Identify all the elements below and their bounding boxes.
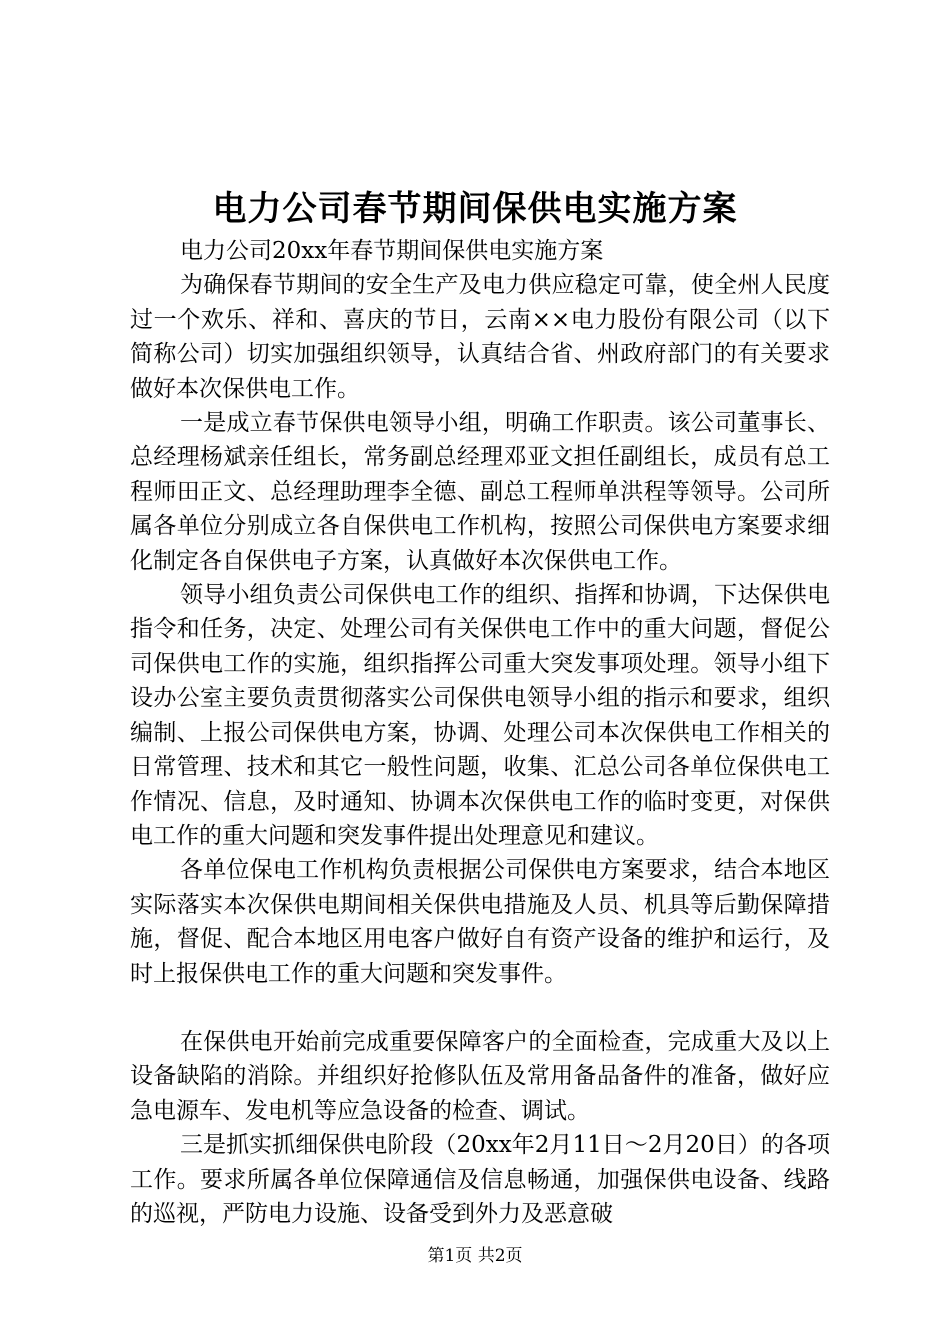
paragraph-unit-duties: 各单位保电工作机构负责根据公司保供电方案要求，结合本地区实际落实本次保供电期间相关保供电措施及人员、机具等后勤保障措施，督促、配合本地区用电客户做好自有资产设备的维护和运行，及时上报保供电工作的重大问题和突发事件。 [130,857,830,987]
paragraph-leadership-group: 一是成立春节保供电领导小组，明确工作职责。该公司董事长、总经理杨斌亲任组长，常务副总经理邓亚文担任副组长，成员有总工程师田正文、总经理助理李全德、副总工程师单洪程等领导。公司所属各单位分别成立各自保供电工作机构，按照公司保供电方案要求细化制定各自保供电子方案，认真做好本次保供电工作。 [130,410,830,574]
page-title: 电力公司春节期间保供电实施方案 [212,189,738,229]
paragraph-group-duties: 领导小组负责公司保供电工作的组织、指挥和协调，下达保供电指令和任务，决定、处理公司有关保供电工作中的重大问题，督促公司保供电工作的实施，组织指挥公司重大突发事项处理。领导小组下设办公室主要负责贯彻落实公司保供电领导小组的指示和要求，组织编制、上报公司保供电方案，协调、处理公司本次保供电工作相关的日常管理、技术和其它一般性问题，收集、汇总公司各单位保供电工作情况、信息，及时通知、协调本次保供电工作的临时变更，对保供电工作的重大问题和突发事件提出处理意见和建议。 [130,582,830,849]
paragraph-subtitle: 电力公司20xx年春节期间保供电实施方案 [180,238,604,264]
paragraph-intro: 为确保春节期间的安全生产及电力供应稳定可靠，使全州人民度过一个欢乐、祥和、喜庆的节日，云南××电力股份有限公司（以下简称公司）切实加强组织领导，认真结合省、州政府部门的有关要求做好本次保供电工作。 [130,272,830,402]
page-footer [0,1244,950,1268]
document-body [130,234,830,1231]
page-number: 第1页 共2页 [427,1246,523,1266]
paragraph-inspection: 在保供电开始前完成重要保障客户的全面检查，完成重大及以上设备缺陷的消除。并组织好抢修队伍及常用备品备件的准备，做好应急电源车、发电机等应急设备的检查、调试。 [130,1028,830,1124]
paragraph-third-point: 三是抓实抓细保供电阶段（20xx年2月11日～2月20日）的各项工作。要求所属各单位保障通信及信息畅通，加强保供电设备、线路的巡视，严防电力设施、设备受到外力及恶意破 [130,1132,830,1227]
